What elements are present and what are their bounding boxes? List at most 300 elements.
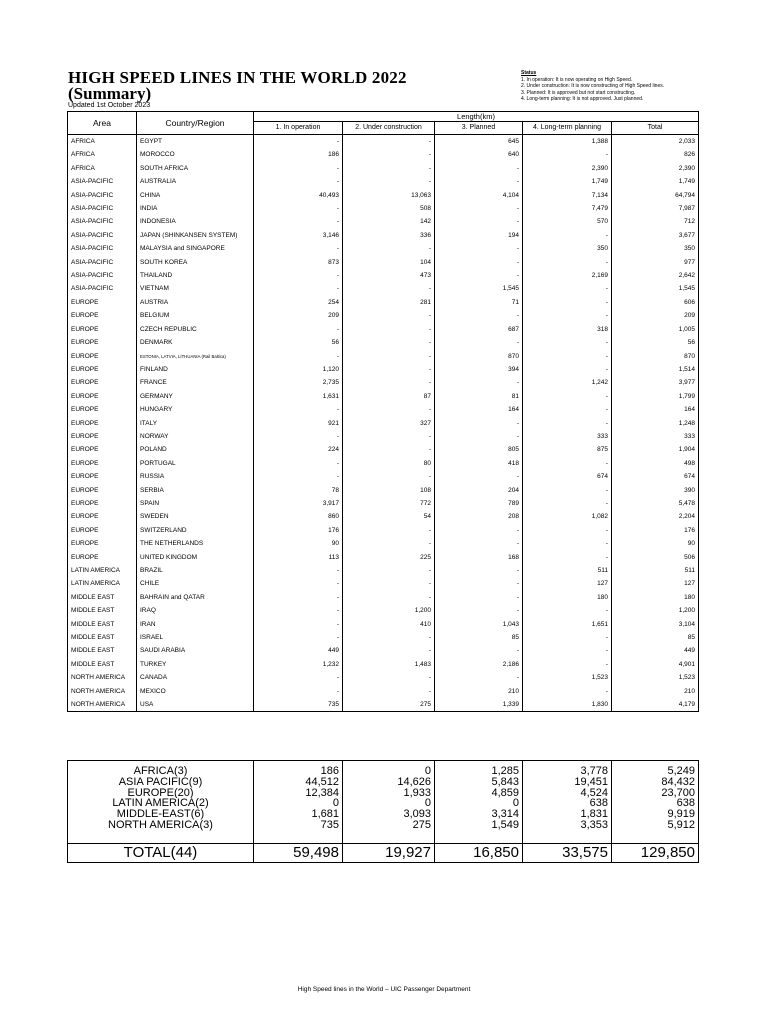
value-cell: - (523, 631, 612, 644)
area-cell: EUROPE (68, 363, 137, 376)
table-row (68, 282, 699, 295)
region-cell: AFRICA(3) (68, 766, 254, 777)
value-cell: 870 (435, 350, 523, 363)
area-cell: ASIA-PACIFIC (68, 242, 137, 255)
value-cell: - (343, 162, 435, 175)
value-cell: 1,545 (612, 282, 699, 295)
table-row (68, 296, 699, 309)
status-legend (521, 70, 664, 103)
value-cell: - (343, 403, 435, 416)
table-row (68, 215, 699, 228)
header-planned: 3. Planned (435, 122, 523, 135)
area-cell: NORTH AMERICA (68, 671, 137, 684)
country-cell: CZECH REPUBLIC (137, 323, 254, 336)
table-row (68, 524, 699, 537)
value-cell: 638 (523, 798, 612, 809)
value-cell: - (343, 577, 435, 590)
value-cell: 1,830 (523, 698, 612, 712)
value-cell: 3,104 (612, 618, 699, 631)
value-cell: 805 (435, 443, 523, 456)
value-cell: 1,248 (612, 417, 699, 430)
updated-date: Updated 1st October 2023 (68, 102, 151, 109)
table-row (68, 577, 699, 590)
value-cell: 4,104 (435, 189, 523, 202)
header-area: Area (68, 112, 137, 135)
table-row (68, 470, 699, 483)
value-cell: 9,919 (612, 809, 699, 820)
value-cell: 826 (612, 148, 699, 161)
country-cell: IRAN (137, 618, 254, 631)
area-cell: EUROPE (68, 336, 137, 349)
value-cell: - (435, 524, 523, 537)
value-cell: - (254, 162, 343, 175)
country-cell: VIETNAM (137, 282, 254, 295)
value-cell: - (435, 175, 523, 188)
country-cell: JAPAN (SHINKANSEN SYSTEM) (137, 229, 254, 242)
value-cell: - (343, 671, 435, 684)
area-cell: AFRICA (68, 162, 137, 175)
value-cell: 1,043 (435, 618, 523, 631)
value-cell: 2,642 (612, 269, 699, 282)
value-cell: - (435, 604, 523, 617)
value-cell: 210 (435, 685, 523, 698)
country-cell: MALAYSIA and SINGAPORE (137, 242, 254, 255)
value-cell: 1,749 (523, 175, 612, 188)
value-cell: 85 (435, 631, 523, 644)
value-cell: - (343, 175, 435, 188)
value-cell: 772 (343, 497, 435, 510)
value-cell: 1,200 (343, 604, 435, 617)
area-cell: EUROPE (68, 417, 137, 430)
country-cell: THAILAND (137, 269, 254, 282)
value-cell: 1,681 (254, 809, 343, 820)
value-cell: 5,912 (612, 820, 699, 831)
country-cell: BELGIUM (137, 309, 254, 322)
value-cell: 333 (612, 430, 699, 443)
value-cell: 254 (254, 296, 343, 309)
value-cell: 23,700 (612, 788, 699, 799)
area-cell: MIDDLE EAST (68, 618, 137, 631)
country-cell: AUSTRALIA (137, 175, 254, 188)
value-cell: - (435, 430, 523, 443)
table-row (68, 202, 699, 215)
country-cell: DENMARK (137, 336, 254, 349)
value-cell: - (254, 403, 343, 416)
value-cell: - (254, 430, 343, 443)
country-cell: TURKEY (137, 658, 254, 671)
value-cell: 14,626 (343, 777, 435, 788)
value-cell: - (523, 296, 612, 309)
value-cell: - (254, 202, 343, 215)
value-cell: - (523, 604, 612, 617)
value-cell: 1,005 (612, 323, 699, 336)
area-cell: EUROPE (68, 497, 137, 510)
value-cell: 350 (612, 242, 699, 255)
value-cell: 80 (343, 457, 435, 470)
value-cell: - (435, 162, 523, 175)
value-cell: 5,843 (435, 777, 523, 788)
value-cell: 176 (254, 524, 343, 537)
value-cell: 56 (612, 336, 699, 349)
value-cell: 90 (254, 537, 343, 550)
value-cell: - (343, 524, 435, 537)
value-cell: 390 (612, 484, 699, 497)
value-cell: 873 (254, 256, 343, 269)
table-row (68, 309, 699, 322)
value-cell: - (343, 363, 435, 376)
value-cell: 225 (343, 551, 435, 564)
area-cell: AFRICA (68, 148, 137, 161)
value-cell: 921 (254, 417, 343, 430)
value-cell: - (523, 363, 612, 376)
value-cell: 108 (343, 484, 435, 497)
value-cell: - (254, 323, 343, 336)
value-cell: - (435, 202, 523, 215)
value-cell: - (254, 671, 343, 684)
table-row (68, 417, 699, 430)
table-row (68, 229, 699, 242)
value-cell: 3,917 (254, 497, 343, 510)
table-row (68, 403, 699, 416)
total-value: 19,927 (343, 843, 435, 862)
country-cell: CHILE (137, 577, 254, 590)
value-cell: - (343, 148, 435, 161)
area-cell: MIDDLE EAST (68, 644, 137, 657)
value-cell: 333 (523, 430, 612, 443)
country-cell: NORWAY (137, 430, 254, 443)
value-cell: 84,432 (612, 777, 699, 788)
area-cell: MIDDLE EAST (68, 591, 137, 604)
country-cell: MEXICO (137, 685, 254, 698)
value-cell: 4,179 (612, 698, 699, 712)
value-cell: - (343, 376, 435, 389)
value-cell: 168 (435, 551, 523, 564)
value-cell: - (435, 644, 523, 657)
value-cell: 127 (612, 577, 699, 590)
value-cell: 789 (435, 497, 523, 510)
value-cell: 498 (612, 457, 699, 470)
country-cell: USA (137, 698, 254, 712)
value-cell: 164 (612, 403, 699, 416)
country-cell: PORTUGAL (137, 457, 254, 470)
value-cell: 1,549 (435, 820, 523, 831)
table-row (68, 376, 699, 389)
value-cell: 449 (254, 644, 343, 657)
value-cell: - (343, 135, 435, 149)
area-cell: MIDDLE EAST (68, 604, 137, 617)
country-cell: CANADA (137, 671, 254, 684)
value-cell: 1,285 (435, 766, 523, 777)
value-cell: 473 (343, 269, 435, 282)
country-cell: FRANCE (137, 376, 254, 389)
header-in-operation: 1. In operation (254, 122, 343, 135)
value-cell: - (435, 309, 523, 322)
table-row (68, 175, 699, 188)
value-cell: 449 (612, 644, 699, 657)
value-cell: 7,479 (523, 202, 612, 215)
value-cell: 210 (612, 685, 699, 698)
table-row (68, 510, 699, 523)
summary-row (68, 766, 699, 777)
country-cell: MOROCCO (137, 148, 254, 161)
value-cell: 113 (254, 551, 343, 564)
value-cell: - (435, 591, 523, 604)
value-cell: - (254, 215, 343, 228)
page-title: HIGH SPEED LINES IN THE WORLD 2022 (68, 68, 407, 87)
value-cell: 410 (343, 618, 435, 631)
value-cell: 1,631 (254, 390, 343, 403)
value-cell: - (523, 403, 612, 416)
value-cell: 7,134 (523, 189, 612, 202)
table-row (68, 162, 699, 175)
value-cell: 180 (612, 591, 699, 604)
page-subtitle: (Summary) (68, 84, 152, 103)
value-cell: 0 (343, 798, 435, 809)
value-cell: - (523, 658, 612, 671)
summary-row (68, 777, 699, 788)
value-cell: 870 (612, 350, 699, 363)
summary-row (68, 798, 699, 809)
summary-table (67, 760, 699, 863)
value-cell: 3,314 (435, 809, 523, 820)
value-cell: 4,901 (612, 658, 699, 671)
country-cell: ESTONIA, LATVIA, LITHUANIA (Rail Baltica) (137, 350, 254, 363)
area-cell: ASIA-PACIFIC (68, 256, 137, 269)
table-row (68, 591, 699, 604)
value-cell: - (343, 242, 435, 255)
value-cell: 506 (612, 551, 699, 564)
value-cell: 1,388 (523, 135, 612, 149)
value-cell: - (254, 591, 343, 604)
region-cell: NORTH AMERICA(3) (68, 820, 254, 831)
value-cell: 2,186 (435, 658, 523, 671)
value-cell: 142 (343, 215, 435, 228)
value-cell: 5,478 (612, 497, 699, 510)
value-cell: - (523, 484, 612, 497)
value-cell: 1,831 (523, 809, 612, 820)
table-row (68, 644, 699, 657)
table-row (68, 685, 699, 698)
value-cell: 860 (254, 510, 343, 523)
value-cell: - (254, 470, 343, 483)
value-cell: 19,451 (523, 777, 612, 788)
table-row (68, 323, 699, 336)
value-cell: - (343, 470, 435, 483)
table-row (68, 336, 699, 349)
value-cell: - (435, 417, 523, 430)
area-cell: EUROPE (68, 551, 137, 564)
value-cell: 640 (435, 148, 523, 161)
value-cell: 64,794 (612, 189, 699, 202)
total-value: 16,850 (435, 843, 523, 862)
area-cell: ASIA-PACIFIC (68, 215, 137, 228)
area-cell: ASIA-PACIFIC (68, 175, 137, 188)
page-footer: High Speed lines in the World – UIC Passenger Department (297, 986, 471, 993)
region-cell: ASIA PACIFIC(9) (68, 777, 254, 788)
value-cell: 1,799 (612, 390, 699, 403)
value-cell: 394 (435, 363, 523, 376)
value-cell: - (254, 135, 343, 149)
country-cell: AUSTRIA (137, 296, 254, 309)
value-cell: - (435, 269, 523, 282)
area-cell: EUROPE (68, 537, 137, 550)
area-cell: EUROPE (68, 296, 137, 309)
country-cell: EGYPT (137, 135, 254, 149)
value-cell: - (254, 564, 343, 577)
area-cell: ASIA-PACIFIC (68, 282, 137, 295)
value-cell: 44,512 (254, 777, 343, 788)
value-cell: - (343, 631, 435, 644)
total-value: 129,850 (612, 843, 699, 862)
value-cell: 180 (523, 591, 612, 604)
table-row (68, 350, 699, 363)
area-cell: NORTH AMERICA (68, 698, 137, 712)
value-cell: 1,523 (523, 671, 612, 684)
value-cell: - (523, 497, 612, 510)
value-cell: 1,200 (612, 604, 699, 617)
table-row (68, 671, 699, 684)
status-line: 4. Long-term planning: It is not approved. Just planned. (521, 96, 644, 102)
value-cell: - (343, 309, 435, 322)
value-cell: 81 (435, 390, 523, 403)
value-cell: - (254, 631, 343, 644)
total-value: 59,498 (254, 843, 343, 862)
value-cell: 1,749 (612, 175, 699, 188)
value-cell: 209 (254, 309, 343, 322)
area-cell: ASIA-PACIFIC (68, 189, 137, 202)
value-cell: 54 (343, 510, 435, 523)
value-cell: 3,353 (523, 820, 612, 831)
country-cell: CHINA (137, 189, 254, 202)
area-cell: MIDDLE EAST (68, 631, 137, 644)
value-cell: 281 (343, 296, 435, 309)
header-country: Country/Region (137, 112, 254, 135)
value-cell: - (254, 350, 343, 363)
value-cell: - (343, 430, 435, 443)
country-cell: SAUDI ARABIA (137, 644, 254, 657)
area-cell: EUROPE (68, 376, 137, 389)
value-cell: - (343, 336, 435, 349)
value-cell: - (523, 537, 612, 550)
value-cell: - (343, 282, 435, 295)
total-value: 33,575 (523, 843, 612, 862)
value-cell: 638 (612, 798, 699, 809)
country-cell: SOUTH KOREA (137, 256, 254, 269)
country-cell: SERBIA (137, 484, 254, 497)
value-cell: 2,169 (523, 269, 612, 282)
value-cell: 875 (523, 443, 612, 456)
header-total: Total (612, 122, 699, 135)
value-cell: 4,524 (523, 788, 612, 799)
value-cell: - (523, 551, 612, 564)
value-cell: - (523, 229, 612, 242)
status-heading: Status (521, 70, 537, 76)
country-cell: UNITED KINGDOM (137, 551, 254, 564)
value-cell: - (435, 376, 523, 389)
table-row (68, 698, 699, 712)
value-cell: - (435, 256, 523, 269)
value-cell: - (254, 269, 343, 282)
value-cell: 194 (435, 229, 523, 242)
table-row (68, 457, 699, 470)
table-row (68, 497, 699, 510)
value-cell: 350 (523, 242, 612, 255)
area-cell: EUROPE (68, 350, 137, 363)
value-cell: 3,677 (612, 229, 699, 242)
value-cell: - (343, 564, 435, 577)
country-cell: POLAND (137, 443, 254, 456)
value-cell: 104 (343, 256, 435, 269)
country-cell: HUNGARY (137, 403, 254, 416)
value-cell: 570 (523, 215, 612, 228)
value-cell: 674 (523, 470, 612, 483)
value-cell: 1,120 (254, 363, 343, 376)
table-row (68, 256, 699, 269)
table-row (68, 242, 699, 255)
value-cell: - (254, 242, 343, 255)
value-cell: 186 (254, 766, 343, 777)
value-cell: - (343, 350, 435, 363)
summary-row (68, 809, 699, 820)
table-row (68, 430, 699, 443)
country-cell: SPAIN (137, 497, 254, 510)
value-cell: 511 (523, 564, 612, 577)
value-cell: - (254, 457, 343, 470)
value-cell: 7,987 (612, 202, 699, 215)
value-cell: - (343, 685, 435, 698)
value-cell: - (523, 417, 612, 430)
value-cell: - (254, 175, 343, 188)
table-row (68, 269, 699, 282)
value-cell: 0 (435, 798, 523, 809)
value-cell: - (435, 215, 523, 228)
value-cell: 1,514 (612, 363, 699, 376)
value-cell: 1,242 (523, 376, 612, 389)
value-cell: 40,493 (254, 189, 343, 202)
area-cell: EUROPE (68, 524, 137, 537)
value-cell: 1,933 (343, 788, 435, 799)
status-line: 3. Planned: It is approved but not start constructing. (521, 89, 636, 96)
summary-row (68, 820, 699, 831)
area-cell: EUROPE (68, 403, 137, 416)
value-cell: - (435, 671, 523, 684)
country-cell: GERMANY (137, 390, 254, 403)
value-cell: - (435, 470, 523, 483)
value-cell: 2,033 (612, 135, 699, 149)
status-line: 1. In operation: It is now operating on High Speed. (521, 76, 633, 83)
table-row (68, 363, 699, 376)
value-cell: 508 (343, 202, 435, 215)
value-cell: 2,390 (612, 162, 699, 175)
value-cell: 2,735 (254, 376, 343, 389)
value-cell: 977 (612, 256, 699, 269)
spacer-row (68, 831, 699, 844)
country-cell: SWITZERLAND (137, 524, 254, 537)
value-cell: - (435, 242, 523, 255)
area-cell: ASIA-PACIFIC (68, 202, 137, 215)
value-cell: 85 (612, 631, 699, 644)
value-cell: - (523, 524, 612, 537)
value-cell: - (523, 644, 612, 657)
table-row (68, 148, 699, 161)
value-cell: - (254, 618, 343, 631)
value-cell: - (523, 390, 612, 403)
value-cell: 87 (343, 390, 435, 403)
area-cell: LATIN AMERICA (68, 577, 137, 590)
country-cell: THE NETHERLANDS (137, 537, 254, 550)
table-row (68, 551, 699, 564)
value-cell: 3,093 (343, 809, 435, 820)
